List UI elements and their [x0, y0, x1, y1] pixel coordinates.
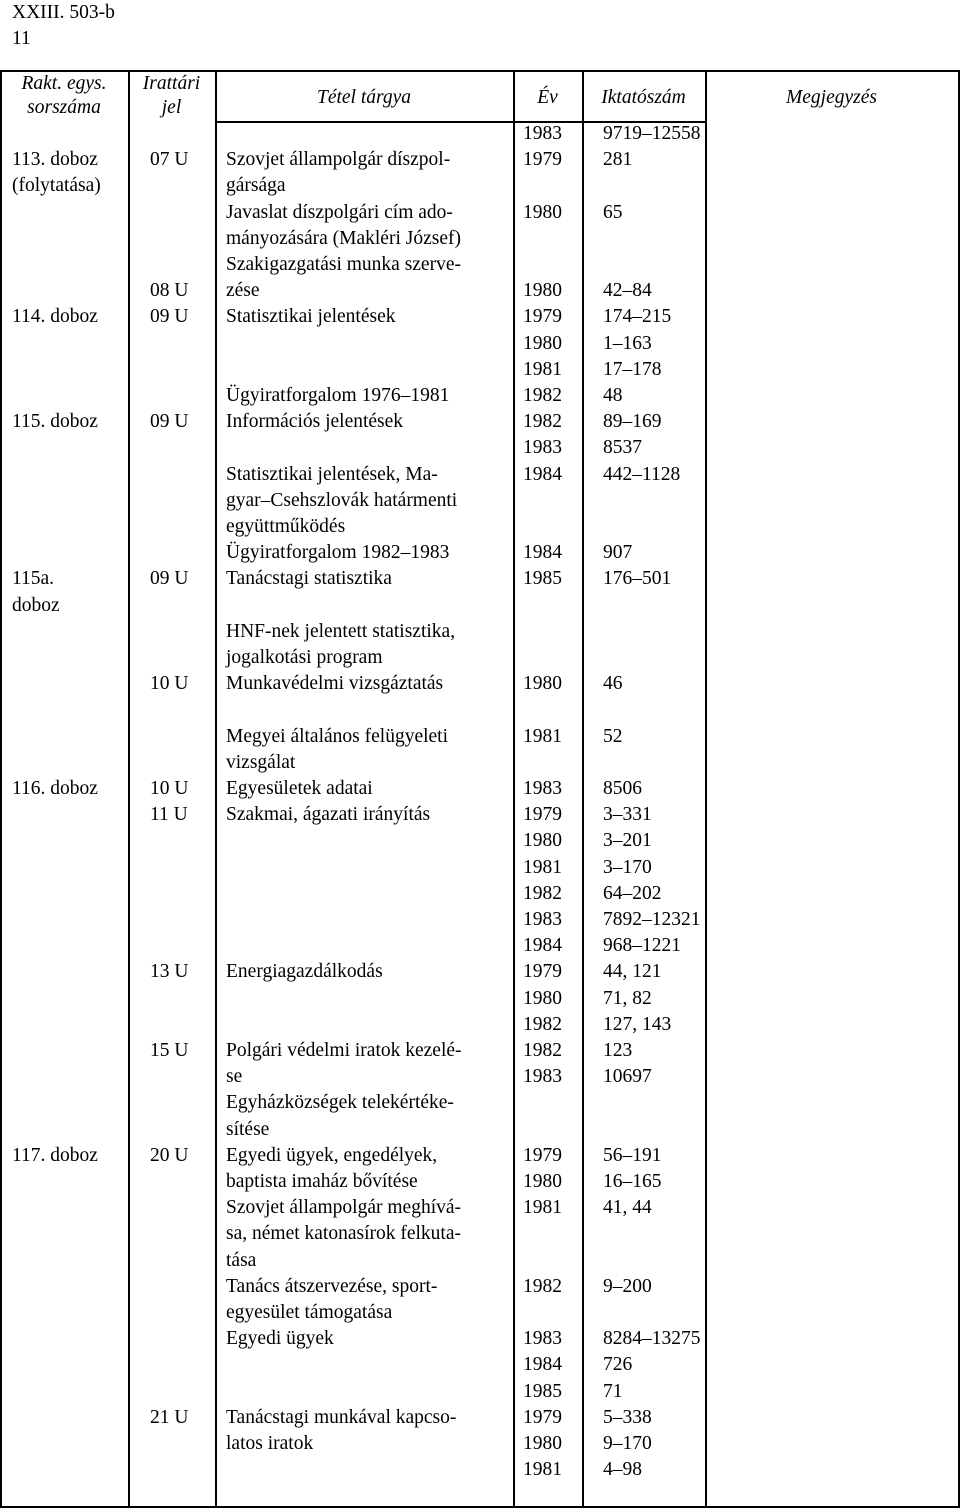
cell-iktatoszam: 9719–12558: [603, 123, 701, 144]
cell-ev: 1981: [523, 856, 562, 878]
cell-tetel-targya: latos iratok: [226, 1433, 314, 1454]
cell-ev: 1979: [523, 149, 562, 171]
cell-ev: 1982: [523, 1275, 562, 1297]
cell-ev: 1985: [523, 1380, 562, 1402]
cell-ev: 1983: [523, 909, 562, 930]
cell-tetel-targya: Szakigazgatási munka szerve-: [226, 254, 461, 275]
cell-ev: 1980: [523, 830, 562, 852]
cell-ev: 1981: [523, 1197, 562, 1219]
cell-ev: 1984: [523, 1354, 562, 1376]
cell-iktatoszam: 17–178: [603, 358, 662, 380]
cell-iktatoszam: 71: [603, 1380, 623, 1402]
cell-ev: 1980: [523, 673, 562, 695]
cell-tetel-targya: Egyházközségek telekértéke-: [226, 1092, 454, 1114]
cell-ev: 1982: [523, 1013, 562, 1035]
cell-irattari-jel: 08 U: [150, 280, 189, 302]
cell-iktatoszam: 89–169: [603, 411, 662, 433]
cell-iktatoszam: 726: [603, 1354, 633, 1376]
cell-tetel-targya: Szovjet állampolgár meghívá-: [226, 1197, 462, 1219]
cell-rakt: doboz: [12, 594, 60, 616]
cell-iktatoszam: 65: [603, 201, 623, 223]
cell-rakt: 114. doboz: [12, 306, 98, 328]
cell-iktatoszam: 4–98: [603, 1459, 642, 1481]
cell-ev: 1984: [523, 935, 562, 957]
cell-iktatoszam: 174–215: [603, 306, 672, 328]
cell-iktatoszam: 3–170: [603, 856, 652, 878]
cell-tetel-targya: Szovjet állampolgár díszpol-: [226, 149, 451, 171]
cell-tetel-targya: Javaslat díszpolgári cím ado-: [226, 201, 453, 223]
cell-irattari-jel: 09 U: [150, 568, 189, 590]
cell-ev: 1981: [523, 725, 562, 747]
cell-iktatoszam: 5–338: [603, 1406, 652, 1428]
column-header-rakt-line1: Rakt. egys.: [21, 73, 107, 94]
cell-irattari-jel: 20 U: [150, 1144, 189, 1166]
cell-tetel-targya: Statisztikai jelentések: [226, 306, 396, 328]
cell-tetel-targya: se: [226, 1066, 243, 1088]
cell-tetel-targya: vizsgálat: [226, 751, 296, 773]
cell-ev: 1980: [523, 1433, 562, 1454]
cell-tetel-targya: jogalkotási program: [226, 647, 383, 668]
cell-tetel-targya: Ügyiratforgalom 1976–1981: [226, 385, 450, 406]
cell-tetel-targya: Tanácstagi munkával kapcso-: [226, 1406, 457, 1428]
cell-tetel-targya: Polgári védelmi iratok kezelé-: [226, 1040, 462, 1061]
cell-iktatoszam: 127, 143: [603, 1013, 672, 1035]
cell-tetel-targya: Ügyiratforgalom 1982–1983: [226, 542, 450, 564]
cell-ev: 1980: [523, 201, 562, 223]
cell-tetel-targya: Statisztikai jelentések, Ma-: [226, 463, 438, 485]
cell-ev: 1979: [523, 961, 562, 983]
cell-ev: 1983: [523, 1066, 562, 1088]
cell-ev: 1982: [523, 882, 562, 904]
cell-iktatoszam: 9–200: [603, 1275, 652, 1297]
cell-iktatoszam: 56–191: [603, 1144, 662, 1166]
cell-iktatoszam: 7892–12321: [603, 909, 701, 930]
cell-irattari-jel: 11 U: [150, 804, 188, 826]
cell-tetel-targya: zése: [226, 280, 260, 302]
cell-tetel-targya: Tanácstagi statisztika: [226, 568, 392, 590]
cell-iktatoszam: 281: [603, 149, 633, 171]
cell-ev: 1985: [523, 568, 562, 590]
cell-irattari-jel: 10 U: [150, 673, 189, 695]
cell-iktatoszam: 71, 82: [603, 987, 652, 1009]
cell-irattari-jel: 09 U: [150, 306, 189, 328]
cell-ev: 1984: [523, 463, 562, 485]
cell-rakt: 116. doboz: [12, 778, 98, 799]
cell-iktatoszam: 48: [603, 385, 623, 406]
cell-ev: 1979: [523, 1406, 562, 1428]
cell-iktatoszam: 41, 44: [603, 1197, 652, 1219]
cell-tetel-targya: gársága: [226, 175, 286, 197]
cell-ev: 1980: [523, 332, 562, 354]
column-header-iktato: Iktatószám: [601, 87, 686, 108]
cell-iktatoszam: 3–201: [603, 830, 652, 852]
cell-rakt: 115. doboz: [12, 411, 98, 433]
cell-iktatoszam: 123: [603, 1040, 633, 1061]
cell-rakt: 117. doboz: [12, 1144, 98, 1166]
column-header-megjegyzes: Megjegyzés: [786, 87, 877, 108]
cell-iktatoszam: 3–331: [603, 804, 652, 826]
cell-rakt: 115a.: [12, 568, 55, 590]
cell-ev: 1984: [523, 542, 562, 564]
cell-tetel-targya: egyesület támogatása: [226, 1302, 393, 1323]
cell-irattari-jel: 10 U: [150, 778, 189, 799]
cell-tetel-targya: Tanács átszervezése, sport-: [226, 1275, 438, 1297]
cell-iktatoszam: 46: [603, 673, 623, 695]
cell-irattari-jel: 09 U: [150, 411, 189, 433]
cell-iktatoszam: 176–501: [603, 568, 672, 590]
cell-tetel-targya: Egyedi ügyek, engedélyek,: [226, 1144, 438, 1166]
cell-tetel-targya: Információs jelentések: [226, 411, 404, 433]
cell-tetel-targya: gyar–Csehszlovák határmenti: [226, 489, 458, 511]
cell-ev: 1983: [523, 778, 562, 799]
cell-tetel-targya: együttműködés: [226, 516, 346, 537]
cell-iktatoszam: 16–165: [603, 1171, 662, 1192]
cell-ev: 1979: [523, 306, 562, 328]
column-header-ev: Év: [537, 87, 558, 108]
cell-iktatoszam: 442–1128: [603, 463, 681, 485]
cell-ev: 1980: [523, 280, 562, 302]
cell-irattari-jel: 13 U: [150, 961, 189, 983]
cell-iktatoszam: 10697: [603, 1066, 652, 1088]
column-header-tetel: Tétel tárgya: [316, 87, 412, 108]
cell-iktatoszam: 8537: [603, 437, 642, 459]
cell-iktatoszam: 968–1221: [603, 935, 681, 957]
cell-iktatoszam: 1–163: [603, 332, 652, 354]
cell-rakt: (folytatása): [12, 175, 101, 197]
cell-rakt: 113. doboz: [12, 149, 98, 171]
cell-irattari-jel: 21 U: [150, 1406, 189, 1428]
cell-iktatoszam: 64–202: [603, 882, 662, 904]
cell-tetel-targya: tása: [226, 1249, 257, 1271]
cell-ev: 1980: [523, 987, 562, 1009]
cell-tetel-targya: HNF-nek jelentett statisztika,: [226, 620, 456, 642]
cell-tetel-targya: Egyedi ügyek: [226, 1328, 334, 1350]
cell-iktatoszam: 44, 121: [603, 961, 662, 983]
cell-ev: 1983: [523, 437, 562, 459]
column-header-irattari-line2: jel: [161, 97, 182, 118]
document-reference: XXIII. 503-b: [12, 2, 115, 23]
cell-ev: 1982: [523, 411, 562, 433]
cell-tetel-targya: sa, német katonasírok felkuta-: [226, 1223, 461, 1245]
cell-iktatoszam: 8506: [603, 778, 642, 799]
cell-ev: 1979: [523, 1144, 562, 1166]
cell-tetel-targya: Megyei általános felügyeleti: [226, 725, 449, 747]
cell-irattari-jel: 15 U: [150, 1040, 189, 1061]
cell-ev: 1982: [523, 1040, 562, 1061]
cell-tetel-targya: Szakmai, ágazati irányítás: [226, 804, 431, 826]
column-header-rakt-line2: sorszáma: [27, 97, 101, 118]
page-number: 11: [12, 28, 31, 49]
cell-tetel-targya: Energiagazdálkodás: [226, 961, 383, 983]
column-header-irattari-line1: Irattári: [142, 73, 201, 94]
cell-ev: 1982: [523, 385, 562, 406]
cell-ev: 1979: [523, 804, 562, 826]
cell-tetel-targya: baptista imaház bővítése: [226, 1171, 418, 1192]
cell-tetel-targya: sítése: [226, 1118, 270, 1140]
cell-tetel-targya: mányozására (Makléri József): [226, 227, 461, 249]
cell-iktatoszam: 42–84: [603, 280, 652, 302]
cell-irattari-jel: 07 U: [150, 149, 189, 171]
cell-ev: 1981: [523, 1459, 562, 1481]
cell-ev: 1983: [523, 123, 562, 144]
cell-ev: 1981: [523, 358, 562, 380]
cell-tetel-targya: Egyesületek adatai: [226, 778, 373, 799]
cell-iktatoszam: 52: [603, 725, 623, 747]
cell-tetel-targya: Munkavédelmi vizsgáztatás: [226, 673, 444, 695]
cell-iktatoszam: 8284–13275: [603, 1328, 701, 1350]
cell-ev: 1983: [523, 1328, 562, 1350]
cell-iktatoszam: 9–170: [603, 1433, 652, 1454]
cell-ev: 1980: [523, 1171, 562, 1192]
cell-iktatoszam: 907: [603, 542, 633, 564]
